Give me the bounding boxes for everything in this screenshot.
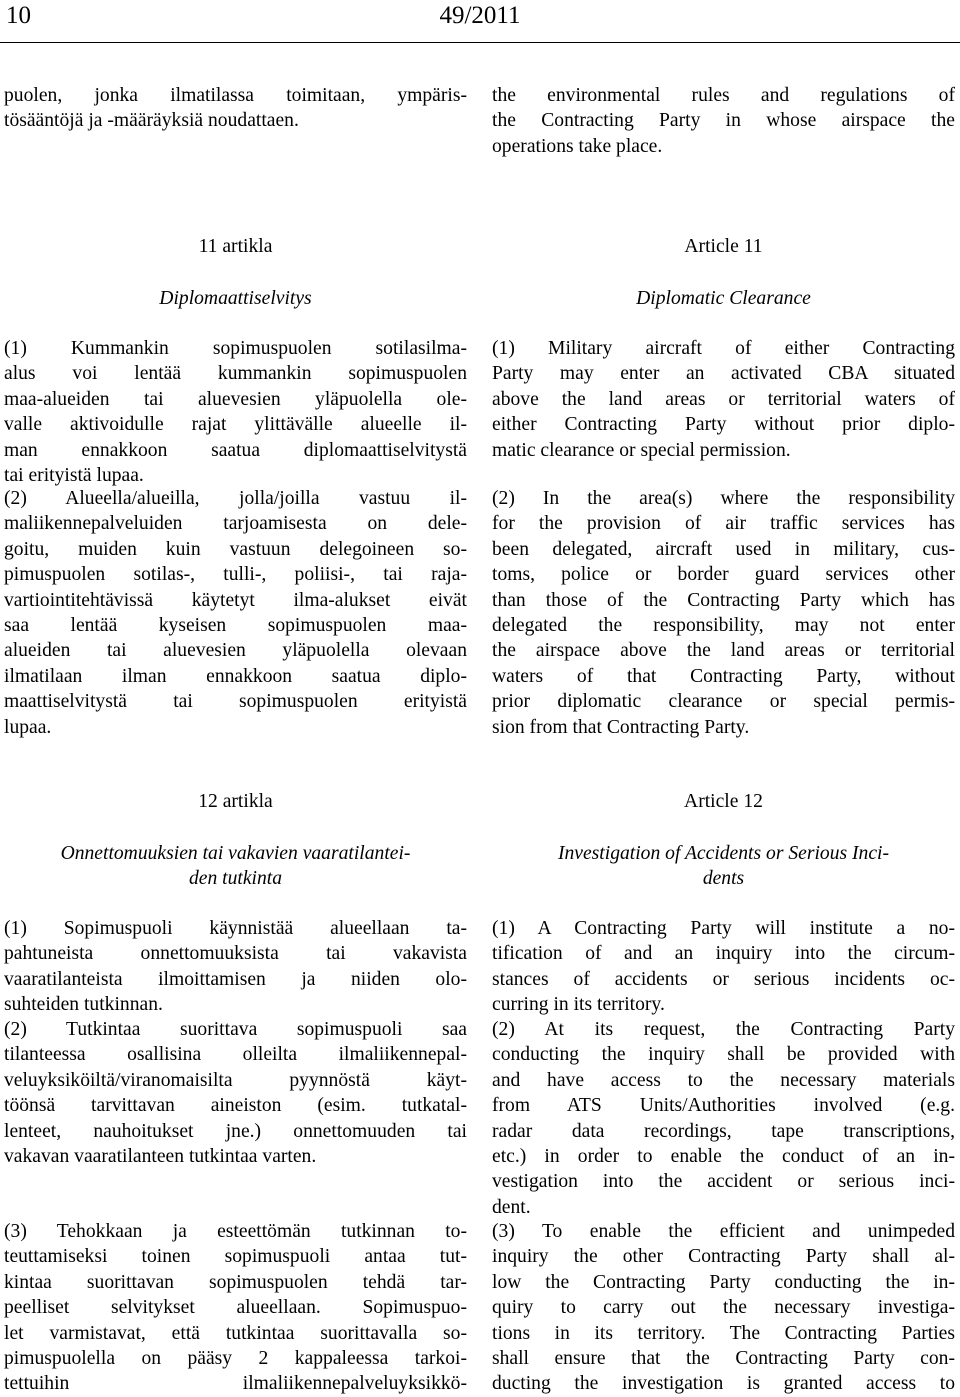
text-line: tification of and an inquiry into the circum- bbox=[492, 943, 955, 965]
text-line: man ennakkoon saatua diplomaattiselvitystä bbox=[4, 439, 467, 461]
text-line: either Contracting Party without prior diplo- bbox=[492, 414, 955, 436]
text-line: (1) A Contracting Party will institute a no- bbox=[492, 918, 955, 939]
text-line: stances of accidents or serious incidents oc- bbox=[492, 968, 955, 990]
text-line: tai erityistä lupaa. bbox=[4, 465, 144, 487]
en-article-11-para-2 bbox=[492, 486, 955, 740]
text-line: delegated the responsibility, may not enter bbox=[492, 615, 955, 637]
text-line: (1) Military aircraft of either Contracting bbox=[492, 338, 955, 359]
text-line: and have access to the necessary materials bbox=[492, 1069, 955, 1091]
en-article-12-title bbox=[492, 841, 955, 892]
text-line: peelliset selvitykset alueellaan. Sopimuspuo- bbox=[4, 1297, 467, 1319]
text-line: teuttamiseksi toinen sopimuspuoli antaa tut- bbox=[4, 1246, 467, 1268]
text-line: from ATS Units/Authorities involved (e.g. bbox=[492, 1095, 955, 1117]
text-line: etc.) in order to enable the conduct of an in- bbox=[492, 1146, 955, 1168]
text-line: prior diplomatic clearance or special permis- bbox=[492, 691, 955, 713]
text-line: pahtuneista onnettomuuksista tai vakavista bbox=[4, 943, 467, 965]
section-heading: 12 artikla bbox=[198, 791, 273, 812]
text-line: (3) Tehokkaan ja esteettömän tutkinnan to- bbox=[4, 1221, 467, 1242]
en-article-12-para-2 bbox=[492, 1017, 955, 1220]
text-line: curring in its territory. bbox=[492, 994, 665, 1016]
text-line: pimuspuolen sotilas-, tulli-, poliisi-, tai raja- bbox=[4, 564, 467, 586]
text-line: conducting the inquiry shall be provided with bbox=[492, 1044, 955, 1066]
text-line: let varmistavat, että tutkintaa suorittavalla so- bbox=[4, 1322, 467, 1344]
text-line: töönsä tarvittavan aineiston (esim. tutkatal- bbox=[4, 1095, 467, 1117]
text-line: the Contracting Party in whose airspace the bbox=[492, 110, 955, 132]
text-line: for the provision of air traffic services has bbox=[492, 513, 955, 535]
en-article-12-heading bbox=[492, 789, 955, 814]
text-line: maa-alueiden tai aluevesien yläpuolella ole- bbox=[4, 388, 467, 410]
fi-article-11-heading bbox=[4, 234, 467, 259]
text-line: sion from that Contracting Party. bbox=[492, 716, 750, 738]
section-title-line: dents bbox=[702, 868, 745, 890]
page-number: 10 bbox=[6, 2, 31, 29]
text-line: shall ensure that the Contracting Party con- bbox=[492, 1348, 955, 1370]
text-line: (1) Kummankin sopimuspuolen sotilasilma- bbox=[4, 338, 467, 359]
section-heading: Article 11 bbox=[684, 236, 763, 257]
text-line: (1) Sopimuspuoli käynnistää alueellaan ta- bbox=[4, 918, 467, 939]
section-title-line: den tutkinta bbox=[188, 868, 283, 890]
text-line: quiry to carry out the necessary investiga- bbox=[492, 1297, 955, 1319]
text-line: maattiselvitystä tai sopimuspuolen erityistä bbox=[4, 691, 467, 713]
text-line: tilanteessa osallisina olleilta ilmaliikennepal- bbox=[4, 1044, 467, 1066]
text-line: lenteet, nauhoitukset jne.) onnettomuuden tai bbox=[4, 1120, 467, 1142]
fi-article-12-heading bbox=[4, 789, 467, 814]
text-line: ducting the investigation is granted access to bbox=[492, 1373, 955, 1395]
text-line: (2) Alueella/alueilla, jolla/joilla vastuu il- bbox=[4, 488, 467, 509]
text-line: (2) At its request, the Contracting Party bbox=[492, 1019, 955, 1040]
en-article-11-title bbox=[492, 286, 955, 311]
text-line: saa lentää kyseisen sopimuspuolen maa- bbox=[4, 615, 467, 637]
text-line: vakavan vaaratilanteen tutkintaa varten. bbox=[4, 1146, 317, 1168]
fi-article-11-para-1 bbox=[4, 336, 467, 488]
text-line: tettuihin ilmaliikennepalveluyksikkö- bbox=[4, 1373, 467, 1395]
section-title-line: Investigation of Accidents or Serious Inci- bbox=[557, 843, 890, 864]
fi-article-12-title bbox=[4, 841, 467, 892]
en-article-12-para-1 bbox=[492, 916, 955, 1018]
text-line: lupaa. bbox=[4, 716, 52, 738]
text-line: vartiointitehtävissä käytetyt ilma-alukset eivät bbox=[4, 589, 467, 611]
text-line: suhteiden tutkinnan. bbox=[4, 994, 163, 1016]
issue-number: 49/2011 bbox=[439, 2, 521, 29]
text-line: alueiden tai aluevesien yläpuolella olevaan bbox=[4, 640, 467, 662]
en-article-12-para-3 bbox=[492, 1219, 955, 1397]
text-line: valle aktivoidulle rajat ylittävälle alueelle il- bbox=[4, 414, 467, 436]
text-line: low the Contracting Party conducting the in- bbox=[492, 1271, 955, 1293]
section-heading: 11 artikla bbox=[198, 236, 273, 257]
text-line: veluyksiköiltä/viranomaisilta pyynnöstä käyt- bbox=[4, 1069, 467, 1091]
en-intro bbox=[492, 83, 955, 159]
fi-article-11-title bbox=[4, 286, 467, 311]
text-line: above the land areas or territorial waters of bbox=[492, 388, 955, 410]
text-line: been delegated, aircraft used in military, cus- bbox=[492, 538, 955, 560]
text-line: (3) To enable the efficient and unimpeded bbox=[492, 1221, 955, 1242]
text-line: maliikennepalveluiden tarjoamisesta on dele- bbox=[4, 513, 467, 535]
fi-article-12-para-2 bbox=[4, 1017, 467, 1169]
section-title-line: Onnettomuuksien tai vakavien vaaratilantei- bbox=[60, 843, 411, 864]
fi-intro bbox=[4, 83, 467, 134]
text-line: alus voi lentää kummankin sopimuspuolen bbox=[4, 363, 467, 385]
text-line: tösääntöjä ja -määräyksiä noudattaen. bbox=[4, 110, 299, 132]
text-line: goitu, muiden kuin vastuun delegoineen so- bbox=[4, 538, 467, 560]
text-line: waters of that Contracting Party, without bbox=[492, 665, 955, 687]
text-line: (2) Tutkintaa suorittava sopimuspuoli saa bbox=[4, 1019, 467, 1040]
text-line: than those of the Contracting Party which has bbox=[492, 589, 955, 611]
text-line: (2) In the area(s) where the responsibility bbox=[492, 488, 955, 509]
text-line: the environmental rules and regulations of bbox=[492, 85, 955, 106]
header-rule bbox=[0, 42, 960, 43]
en-article-11-heading bbox=[492, 234, 955, 259]
text-line: Party may enter an activated CBA situated bbox=[492, 363, 955, 385]
text-line: kintaa suorittavan sopimuspuolen tehdä tar- bbox=[4, 1271, 467, 1293]
text-line: matic clearance or special permission. bbox=[492, 439, 791, 461]
section-heading: Article 12 bbox=[684, 791, 763, 812]
text-line: vestigation into the accident or serious inci- bbox=[492, 1171, 955, 1193]
text-line: pimuspuolella on pääsy 2 kappaleessa tarkoi- bbox=[4, 1348, 467, 1370]
en-article-11-para-1 bbox=[492, 336, 955, 463]
section-title: Diplomatic Clearance bbox=[636, 288, 811, 309]
text-line: radar data recordings, tape transcriptions, bbox=[492, 1120, 955, 1142]
text-line: the airspace above the land areas or territorial bbox=[492, 640, 955, 662]
text-line: inquiry the other Contracting Party shall al- bbox=[492, 1246, 955, 1268]
fi-article-12-para-1 bbox=[4, 916, 467, 1018]
section-title: Diplomaattiselvitys bbox=[159, 288, 312, 309]
text-line: puolen, jonka ilmatilassa toimitaan, ympäris- bbox=[4, 85, 467, 106]
fi-article-12-para-3 bbox=[4, 1219, 467, 1397]
text-line: dent. bbox=[492, 1196, 531, 1218]
text-line: vaaratilanteista ilmoittamisen ja niiden olo- bbox=[4, 968, 467, 990]
text-line: operations take place. bbox=[492, 135, 663, 157]
text-line: toms, police or border guard services other bbox=[492, 564, 955, 586]
text-line: ilmatilaan ilman ennakkoon saatua diplo- bbox=[4, 665, 467, 687]
text-line: tions in its territory. The Contracting Parties bbox=[492, 1322, 955, 1344]
fi-article-11-para-2 bbox=[4, 486, 467, 740]
